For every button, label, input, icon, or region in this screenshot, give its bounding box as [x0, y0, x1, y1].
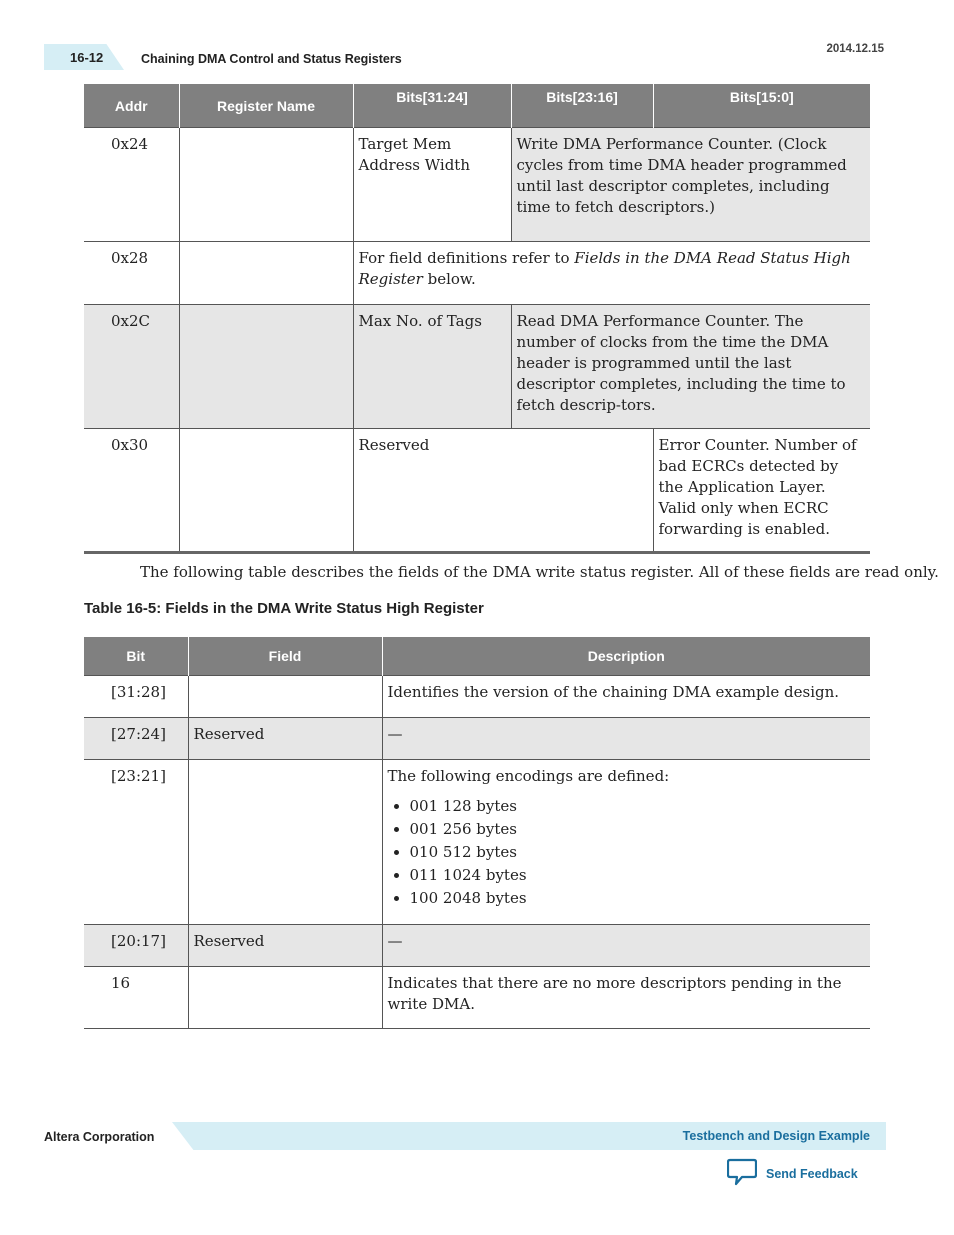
register-name-cell	[179, 305, 353, 429]
register-table	[84, 84, 870, 554]
description-cell: —	[382, 925, 870, 967]
column-header: Bits[31:24]	[353, 84, 511, 128]
description-text: The following encodings are defined:	[387, 767, 670, 785]
fields-table	[84, 637, 870, 1029]
table-row	[84, 128, 870, 242]
bits-31-24-cell: Max No. of Tags	[353, 305, 511, 429]
table-row	[84, 967, 870, 1029]
column-header: Bits[15:0]	[653, 84, 870, 128]
speech-bubble-icon	[727, 1158, 757, 1190]
table-row	[84, 718, 870, 760]
addr-cell: 0x30	[84, 429, 179, 553]
field-cell	[188, 967, 382, 1029]
send-feedback-link[interactable]	[727, 1158, 858, 1190]
field-cell: Reserved	[188, 718, 382, 760]
description-cell: Identifies the version of the chaining DMA example design.	[382, 676, 870, 718]
column-header: Bit	[84, 637, 188, 676]
table-header-row	[84, 84, 870, 128]
column-header: Addr	[84, 84, 179, 128]
bits-15-0-cell: Error Counter. Number of bad ECRCs detected by the Application Layer. Valid only when ECRC forwarding is enabled.	[653, 429, 870, 553]
description-cell	[382, 760, 870, 925]
description-cell: Indicates that there are no more descriptors pending in the write DMA.	[382, 967, 870, 1029]
reference-link-text: Fields in the DMA Read Status High Register	[358, 249, 851, 288]
table-caption: Table 16-5: Fields in the DMA Write Status High Register	[84, 600, 484, 617]
chapter-link[interactable]: Testbench and Design Example	[682, 1129, 870, 1143]
send-feedback-label: Send Feedback	[766, 1167, 858, 1181]
reference-prefix: For field definitions refer to	[358, 249, 575, 267]
list-item: • 100 2048 bytes	[410, 887, 866, 910]
bit-cell: [23:21]	[84, 760, 188, 925]
table-row	[84, 676, 870, 718]
column-header: Field	[188, 637, 382, 676]
table-header-row	[84, 637, 870, 676]
document-date: 2014.12.15	[826, 43, 884, 55]
bit-cell: [27:24]	[84, 718, 188, 760]
description-cell: —	[382, 718, 870, 760]
table-row	[84, 925, 870, 967]
addr-cell: 0x28	[84, 242, 179, 305]
field-cell	[188, 676, 382, 718]
bits-23-0-cell: Read DMA Performance Counter. The number of clocks from the time the DMA header is programmed until the last descriptor completes, including the time to fetch descrip-tors.	[511, 305, 870, 429]
field-cell	[188, 760, 382, 925]
field-cell: Reserved	[188, 925, 382, 967]
bits-23-0-cell: Write DMA Performance Counter. (Clock cycles from time DMA header programmed until last descriptor completes, including time to fetch descriptors.)	[511, 128, 870, 242]
column-header: Bits[23:16]	[511, 84, 653, 128]
bit-cell: 16	[84, 967, 188, 1029]
bits-31-24-cell: Target Mem Address Width	[353, 128, 511, 242]
bits-31-16-cell: Reserved	[353, 429, 653, 553]
table-row	[84, 305, 870, 429]
company-name: Altera Corporation	[44, 1130, 155, 1144]
bit-cell: [20:17]	[84, 925, 188, 967]
table-row	[84, 242, 870, 305]
list-item: • 001 256 bytes	[410, 818, 866, 841]
list-item: • 001 128 bytes	[410, 795, 866, 818]
list-item: • 011 1024 bytes	[410, 864, 866, 887]
reference-suffix: below.	[422, 270, 476, 288]
bit-cell: [31:28]	[84, 676, 188, 718]
table-row	[84, 760, 870, 925]
addr-cell: 0x24	[84, 128, 179, 242]
register-name-cell	[179, 429, 353, 553]
encoding-list	[388, 795, 866, 910]
page-number: 16-12	[70, 50, 104, 65]
field-reference-cell	[353, 242, 870, 305]
addr-cell: 0x2C	[84, 305, 179, 429]
column-header: Register Name	[179, 84, 353, 128]
list-item: • 010 512 bytes	[410, 841, 866, 864]
section-title: Chaining DMA Control and Status Registers	[141, 52, 402, 66]
register-name-cell	[179, 242, 353, 305]
register-name-cell	[179, 128, 353, 242]
table-row	[84, 429, 870, 553]
column-header: Description	[382, 637, 870, 676]
body-paragraph: The following table describes the fields of the DMA write status register. All of these fields are read only.	[140, 563, 939, 581]
